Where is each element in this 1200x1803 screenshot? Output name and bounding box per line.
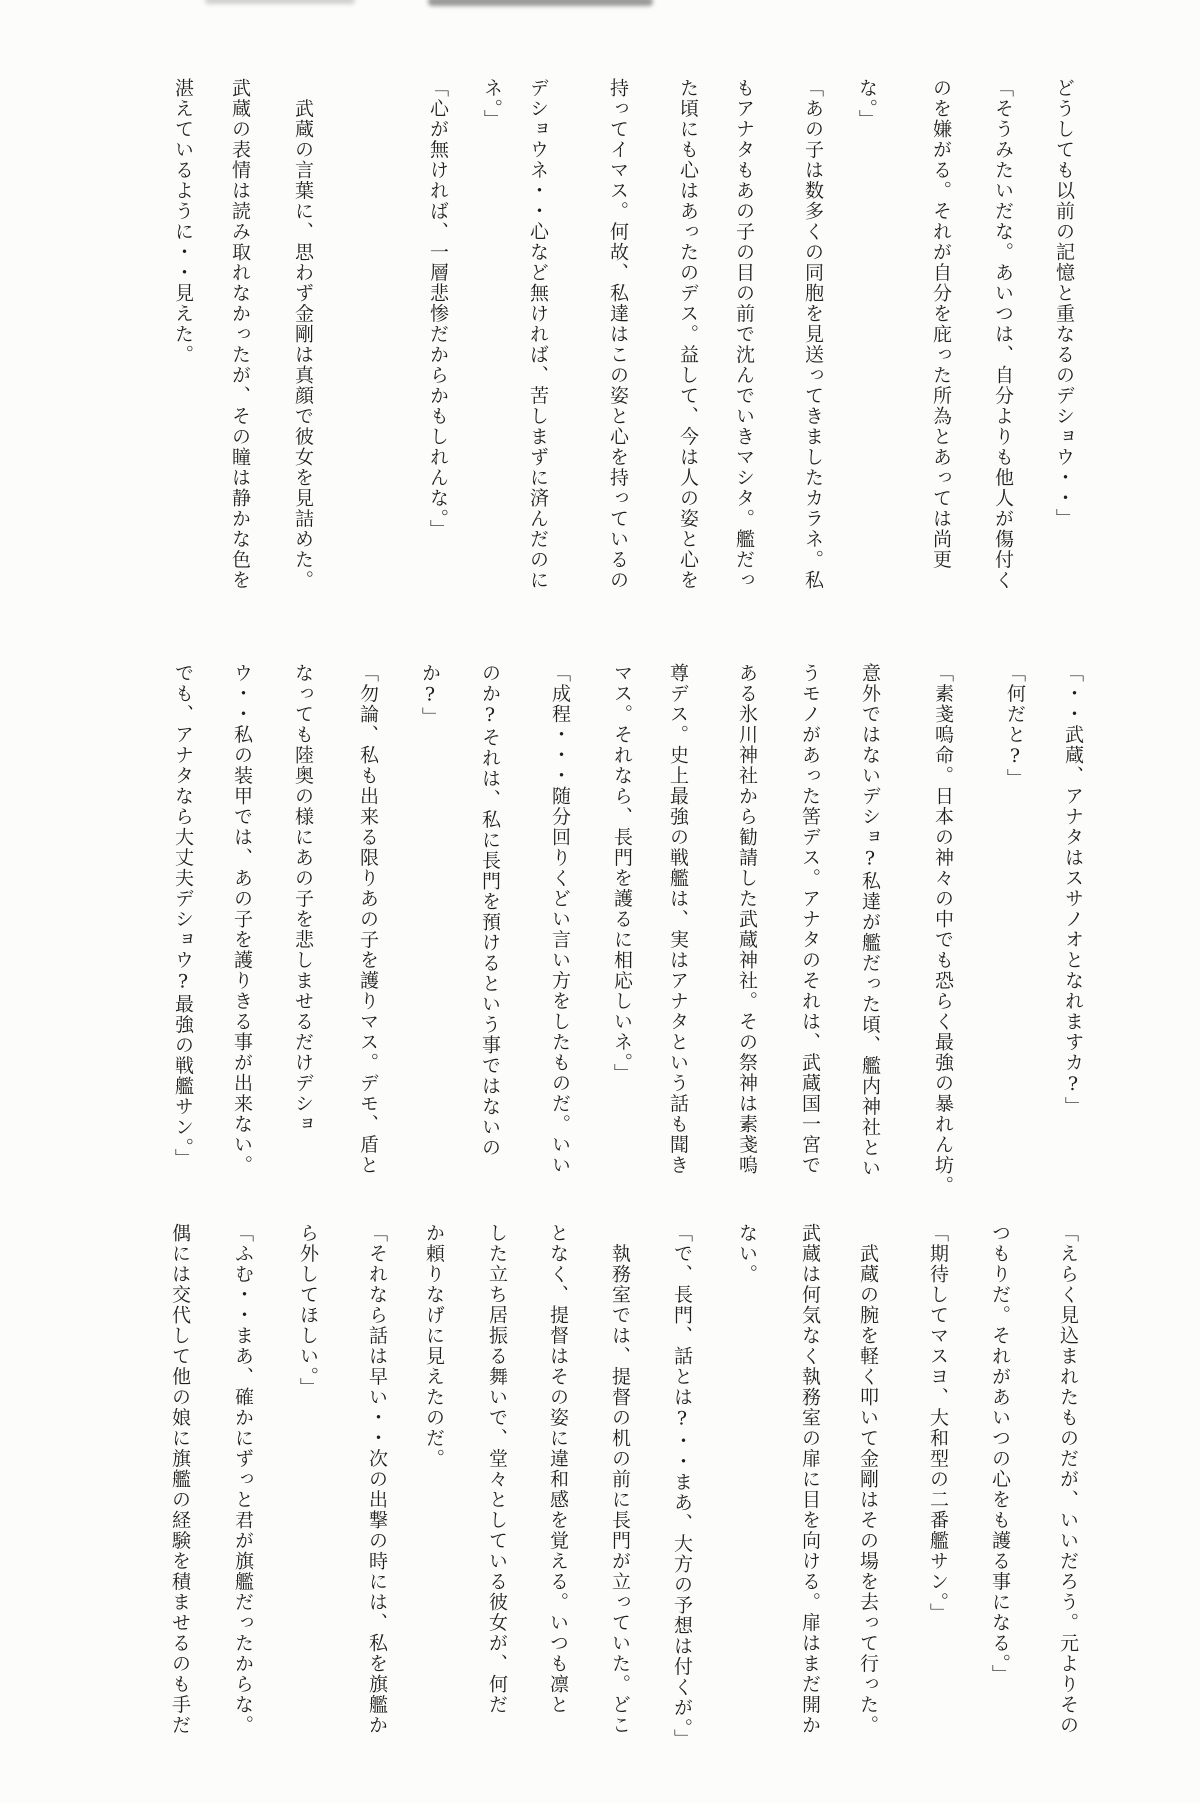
text-column: 意外ではないデショ?私達が艦だった頃、艦内神社とい bbox=[859, 663, 881, 1179]
text-column: 「それなら話は早い・・次の出撃の時には、私を旗艦か bbox=[366, 1223, 388, 1736]
text-column: 持ってイマス。何故、私達はこの姿と心を持っているの bbox=[607, 78, 629, 591]
text-column: か頼りなげに見えたのだ。 bbox=[423, 1223, 445, 1469]
text-column: 執務室では、提督の机の前に長門が立っていた。どこ bbox=[609, 1223, 631, 1736]
text-column: ある氷川神社から勧請した武蔵神社。その祭神は素戔嗚 bbox=[736, 663, 758, 1176]
text-column: のを嫌がる。それが自分を庇った所為とあっては尚更 bbox=[930, 78, 952, 570]
text-column: 武蔵の腕を軽く叩いて金剛はその場を去って行った。 bbox=[857, 1223, 879, 1736]
text-column: た頃にも心はあったのデス。益して、今は人の姿と心を bbox=[677, 78, 699, 591]
text-column: 「ふむ・・まあ、確かにずっと君が旗艦だったからな。 bbox=[232, 1223, 254, 1736]
text-column: ウ・・私の装甲では、あの子を護りきる事が出来ない。 bbox=[231, 663, 253, 1176]
text-column: のか?それは、私に長門を預けるという事ではないの bbox=[479, 663, 501, 1158]
text-column: か?」 bbox=[419, 663, 441, 728]
text-column: 湛えているように・・見えた。 bbox=[172, 78, 194, 365]
text-column: つもりだ。それがあいつの心をも護る事になる。」 bbox=[989, 1223, 1011, 1685]
text-column: 「勿論、私も出来る限りあの子を護りマス。デモ、盾と bbox=[357, 663, 379, 1176]
text-column: 「素戔嗚命。日本の神々の中でも恐らく最強の暴れん坊。 bbox=[932, 663, 954, 1196]
scan-edge-artifact bbox=[428, 0, 653, 6]
text-column: 武蔵の言葉に、思わず金剛は真顔で彼女を見詰めた。 bbox=[292, 78, 314, 591]
text-column: 武蔵は何気なく執務室の扉に目を向ける。扉はまだ開か bbox=[799, 1223, 821, 1736]
scan-edge-artifact bbox=[205, 0, 355, 4]
text-column: となく、提督はその姿に違和感を覚える。いつも凛と bbox=[547, 1223, 569, 1715]
text-column: うモノがあった筈デス。アナタのそれは、武蔵国一宮で bbox=[799, 663, 821, 1176]
text-column: した立ち居振る舞いで、堂々としている彼女が、何だ bbox=[486, 1223, 508, 1715]
text-column: 「・・武蔵、アナタはスサノオとなれますカ?」 bbox=[1062, 663, 1084, 1117]
text-column: ら外してほしい。」 bbox=[297, 1223, 319, 1398]
text-column: 偶には交代して他の娘に旗艦の経験を積ませるのも手だ bbox=[169, 1223, 191, 1736]
text-column: 尊デス。史上最強の戦艦は、実はアナタという話も聞き bbox=[667, 663, 689, 1176]
text-column: 「あの子は数多くの同胞を見送ってきましたカラネ。私 bbox=[802, 78, 824, 591]
text-column: どうしても以前の記憶と重なるのデショウ・・」 bbox=[1053, 78, 1075, 529]
text-column: 「心が無ければ、一層悲惨だからかもしれんな。」 bbox=[427, 78, 449, 540]
text-column: もアナタもあの子の目の前で沈んでいきマシタ。艦だっ bbox=[733, 78, 755, 591]
text-column: 「何だと?」 bbox=[1004, 663, 1026, 789]
text-column: 「で、長門、話とは?・・まあ、大方の予想は付くが。」 bbox=[671, 1223, 693, 1750]
text-column: なっても陸奥の様にあの子を悲しませるだけデショ bbox=[292, 663, 314, 1135]
text-column: デショウネ・・心など無ければ、苦しまずに済んだのに bbox=[527, 78, 549, 591]
text-column: 武蔵の表情は読み取れなかったが、その瞳は静かな色を bbox=[229, 78, 251, 591]
text-column: ない。 bbox=[736, 1223, 758, 1285]
text-column: な。」 bbox=[856, 78, 878, 130]
text-column: 「期待してマスヨ、大和型の二番艦サン。」 bbox=[927, 1223, 949, 1624]
text-column: 「成程・・・随分回りくどい言い方をしたものだ。いい bbox=[549, 663, 571, 1176]
text-column: マス。それなら、長門を護るに相応しいネ。」 bbox=[611, 663, 633, 1084]
text-column: 「そうみたいだな。あいつは、自分よりも他人が傷付く bbox=[992, 78, 1014, 591]
text-column: 「えらく見込まれたものだが、いいだろう。元よりその bbox=[1057, 1223, 1079, 1736]
text-column: ネ。」 bbox=[481, 78, 503, 130]
text-column: でも、アナタなら大丈夫デショウ?最強の戦艦サン。」 bbox=[172, 663, 194, 1169]
